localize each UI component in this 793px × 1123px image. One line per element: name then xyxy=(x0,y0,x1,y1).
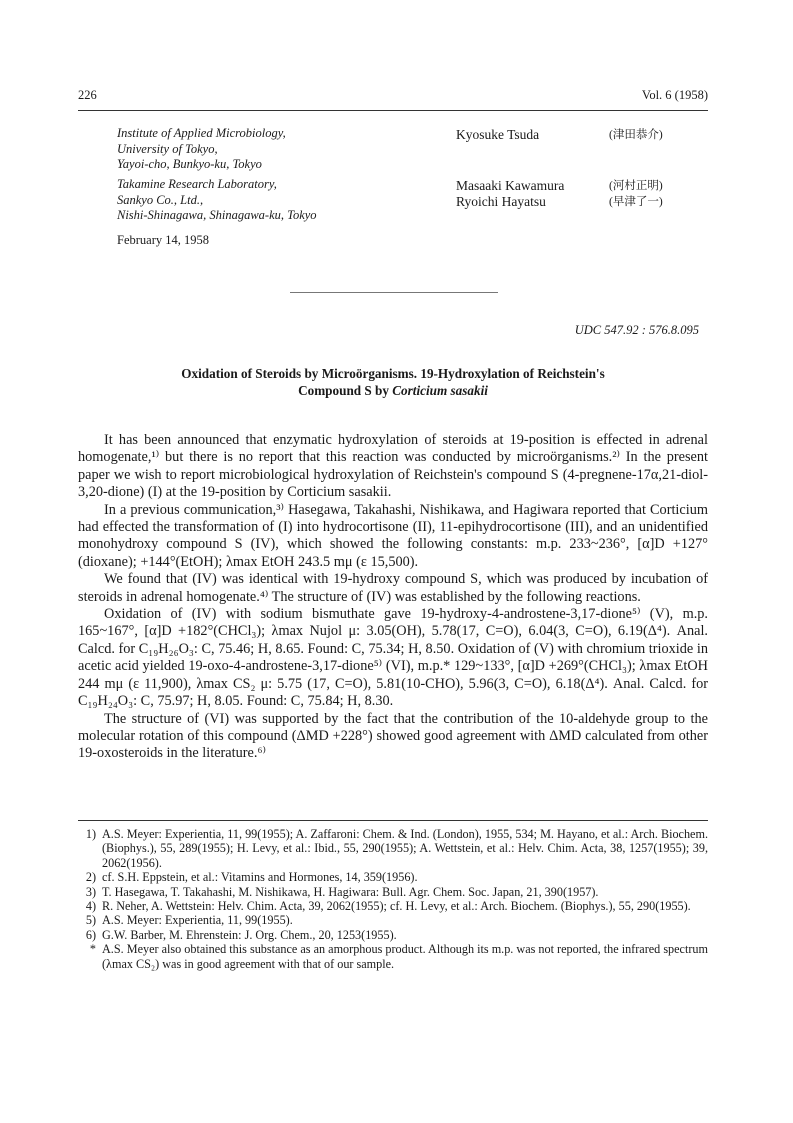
affiliation-tokyo xyxy=(117,126,286,173)
running-header xyxy=(78,88,708,108)
footnote-number: 2) xyxy=(85,870,96,885)
author-name: Kyosuke Tsuda xyxy=(456,127,540,142)
footnote xyxy=(78,899,708,913)
footnote-number: 6) xyxy=(85,927,96,942)
affiliation-line: Institute of Applied Microbiology, xyxy=(117,126,286,140)
footnote xyxy=(78,827,708,870)
author-entry xyxy=(456,194,716,210)
page-number: 226 xyxy=(78,88,97,102)
footnote-rule xyxy=(78,820,708,821)
footnote-text: A.S. Meyer also obtained this substance as an amorphous product. Although its m.p. was not reported, the infrared spectrum (λmax CS₂) was in good agreement with that of our sample. xyxy=(102,942,708,971)
footnote-text: G.W. Barber, M. Ehrenstein: J. Org. Chem., 20, 1253(1955). xyxy=(102,927,397,942)
title-line-2-prefix: Compound S by xyxy=(298,383,393,398)
footnote xyxy=(78,928,708,942)
affiliation-line: University of Tokyo, xyxy=(117,141,218,156)
author-japanese-name: (早津了一) xyxy=(609,196,663,208)
paragraph: Oxidation of (IV) with sodium bismuthate gave 19-hydroxy-4-androstene-3,17-dione⁵⁾ (V), m.p. 165~167°, [α]D +182°(CHCl₃); λmax Nujol μ: 3.05(OH), 5.78(17, C=O), 6.04(3, C=O), 6.19(Δ⁴). Anal. Calcd. for C₁₉H₂₆O₃: C, 75.46; H, 8.65. Found: C, 75.34; H, 8.50. Oxidation of (V) with chromium trioxide in acetic acid yielded 19-oxo-4-androstene-3,17-dione⁵⁾ (VI), m.p.* 129~133°, [α]D +269°(CHCl₃); λmax EtOH 244 mμ (ε 11,900), λmax CS₂ μ: 5.75 (17, C=O), 5.81(10-CHO), 5.96(3, C=O), 6.18(Δ⁴). Anal. Calcd. for C₁₉H₂₄O₃: C, 75.97; H, 8.05. Found: C, 75.84; H, 8.30. xyxy=(78,606,708,710)
footnote-text: cf. S.H. Eppstein, et al.: Vitamins and Hormones, 14, 359(1956). xyxy=(102,870,418,885)
header-rule xyxy=(78,110,708,111)
footnote-text: T. Hasegawa, T. Takahashi, M. Nishikawa, H. Hagiwara: Bull. Agr. Chem. Soc. Japan, 21, 390(1957). xyxy=(102,884,599,899)
author-entry xyxy=(456,178,716,194)
journal-volume: Vol. 6 (1958) xyxy=(641,88,708,102)
affiliation-takamine xyxy=(117,177,317,224)
footnote-text: A.S. Meyer: Experientia, 11, 99(1955); A. Zaffaroni: Chem. & Ind. (London), 1955, 534; M. Hayano, et al.: Arch. Biochem. (Biophys.), 55, 289(1955); H. Levy, et al.: Ibid., 55, 290(1955); A. Wettstein, et al.: Helv. Chim. Acta, 38, 1257(1955); 39, 2062(1956). xyxy=(102,827,708,870)
paragraph: It has been announced that enzymatic hydroxylation of steroids at 19-position is effected in adrenal homogenate,¹⁾ but there is no report that this reaction was conducted by microörganisms.²⁾ In the present paper we wish to report microbiological hydroxylation of Reichstein's compound S (4-pregnene-17α,21-diol-3,20-dione) (I) at the 19-position by Corticium sasakii. xyxy=(78,432,708,501)
article-title xyxy=(78,365,708,399)
affiliation-line: Nishi-Shinagawa, Shinagawa-ku, Tokyo xyxy=(117,208,317,222)
affiliation-line: Sankyo Co., Ltd., xyxy=(117,192,204,207)
footnote xyxy=(78,870,708,884)
author-entry xyxy=(456,127,716,143)
footnote xyxy=(78,942,708,971)
author-block-1 xyxy=(456,127,716,143)
footnote-number: 5) xyxy=(85,913,96,928)
footnote-number: 4) xyxy=(85,899,96,914)
affiliation-line: Takamine Research Laboratory, xyxy=(117,177,277,191)
author-name: Masaaki Kawamura xyxy=(456,178,565,193)
footnote-number: 1) xyxy=(85,827,96,841)
section-divider xyxy=(290,292,498,293)
footnote-number: * xyxy=(89,942,96,957)
author-japanese-name: (河村正明) xyxy=(609,180,663,192)
received-date: February 14, 1958 xyxy=(117,233,209,247)
title-line-1: Oxidation of Steroids by Microörganisms. 19-Hydroxylation of Reichstein's xyxy=(181,366,605,381)
footnote xyxy=(78,885,708,899)
footnote-text: A.S. Meyer: Experientia, 11, 99(1955). xyxy=(102,913,293,928)
footnote-text: R. Neher, A. Wettstein: Helv. Chim. Acta, 39, 2062(1955); cf. H. Levy, et al.: Arch. Biochem. (Biophys.), 55, 290(1955). xyxy=(102,899,691,914)
paragraph: We found that (IV) was identical with 19-hydroxy compound S, which was produced by incubation of steroids in adrenal homogenate.⁴⁾ The structure of (IV) was established by the following reactions. xyxy=(78,571,708,605)
title-line-2 xyxy=(78,382,708,399)
footnote-number: 3) xyxy=(85,884,96,899)
author-name: Ryoichi Hayatsu xyxy=(456,194,546,209)
footnotes xyxy=(78,827,708,971)
udc-classification: UDC 547.92 : 576.8.095 xyxy=(574,323,699,337)
paragraph: The structure of (VI) was supported by the fact that the contribution of the 10-aldehyde group to the molecular rotation of this compound (ΔMD +228°) showed good agreement with ΔMD calculated from other 19-oxosteroids in the literature.⁶⁾ xyxy=(78,710,708,762)
footnote xyxy=(78,913,708,927)
paragraph: In a previous communication,³⁾ Hasegawa, Takahashi, Nishikawa, and Hagiwara reported that Corticium had effected the transformation of (I) into hydrocortisone (II), 11-epihydrocortisone (III), and an unidentified monohydroxy compound S (IV), which showed the following constants: m.p. 233~236°, [α]D +127°(dioxane); +144°(EtOH); λmax EtOH 243.5 mμ (ε 15,500). xyxy=(78,501,708,570)
author-japanese-name: (津田恭介) xyxy=(609,129,663,141)
title-organism: Corticium sasakii xyxy=(392,383,488,398)
affiliation-line: Yayoi-cho, Bunkyo-ku, Tokyo xyxy=(117,157,262,171)
article-body xyxy=(78,432,708,763)
author-block-2 xyxy=(456,178,716,210)
